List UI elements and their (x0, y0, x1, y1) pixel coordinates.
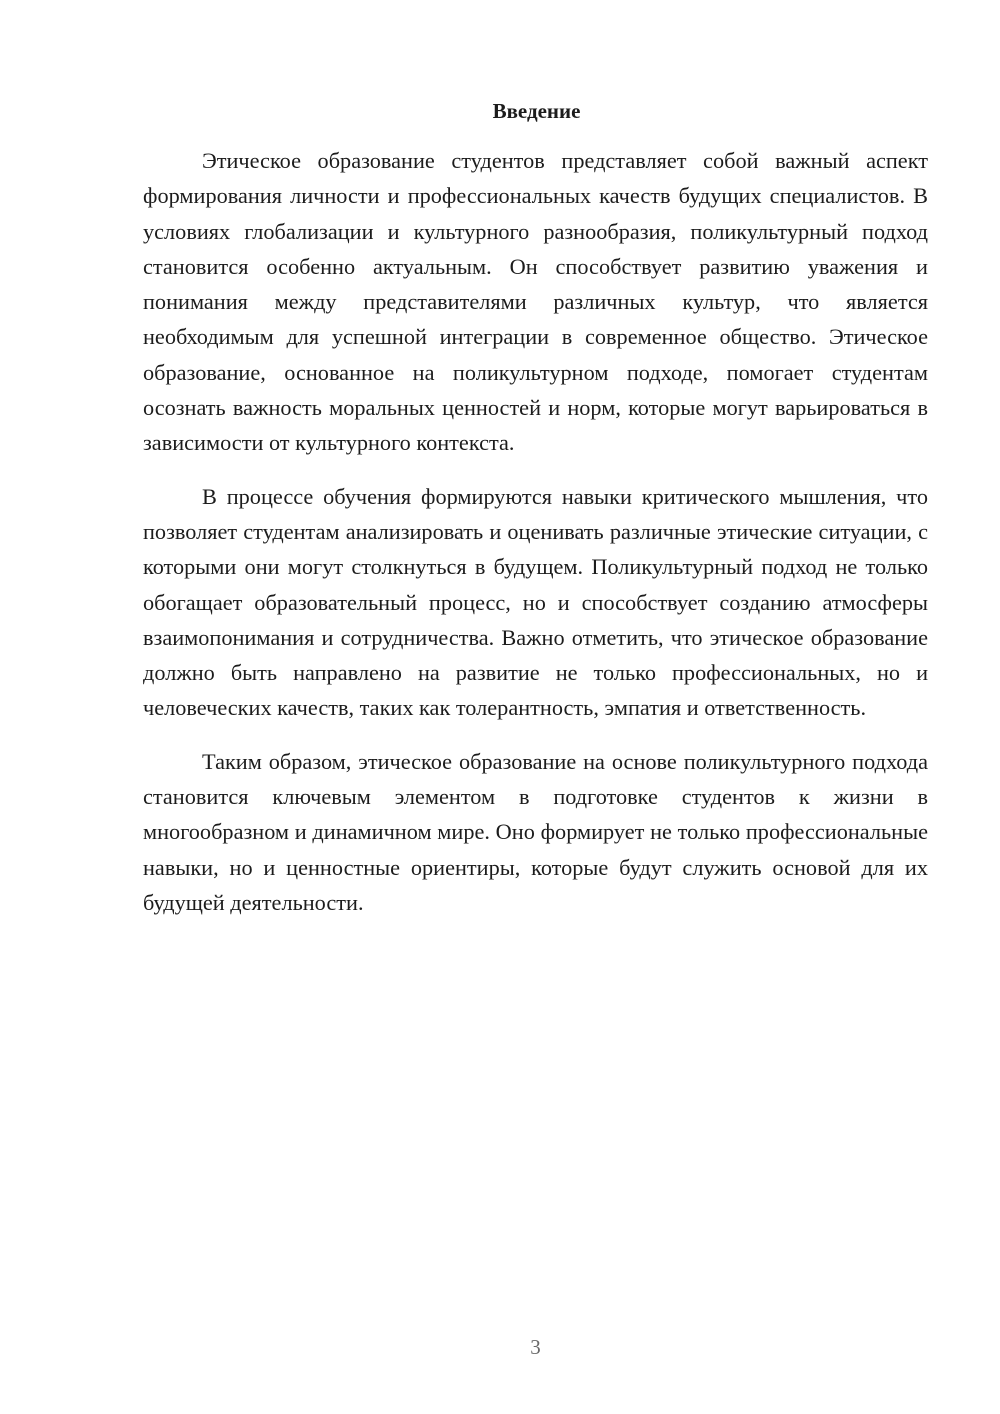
paragraph-2: В процессе обучения формируются навыки критического мышления, что позволяет студентам анализировать и оценивать различные этические ситуации, с которыми они могут столкнуться в будущем. Поликультурный подход не только обогащает образовательный процесс, но и способствует созданию атмосферы взаимопонимания и сотрудничества. Важно отметить, что этическое образование должно быть направлено на развитие не только профессиональных, но и человеческих качеств, таких как толерантность, эмпатия и ответственность. (143, 483, 928, 721)
paragraph-1: Этическое образование студентов представляет собой важный аспект формирования личности и профессиональных качеств будущих специалистов. В условиях глобализации и культурного разнообразия, поликультурный подход становится особенно актуальным. Он способствует развитию уважения и понимания между представителями различных культур, что является необходимым для успешной интеграции в современное общество. Этическое образование, основанное на поликультурном подходе, помогает студентам осознать важность моральных ценностей и норм, которые могут варьироваться в зависимости от культурного контекста. (143, 148, 928, 456)
paragraph-3: Таким образом, этическое образование на основе поликультурного подхода становится ключевым элементом в подготовке студентов к жизни в многообразном и динамичном мире. Оно формирует не только профессиональные навыки, но и ценностные ориентиры, которые будут служить основой для их будущей деятельности. (143, 748, 928, 915)
section-title: Введение (492, 99, 581, 123)
page-number: 3 (530, 1335, 541, 1359)
page-content (143, 98, 928, 920)
